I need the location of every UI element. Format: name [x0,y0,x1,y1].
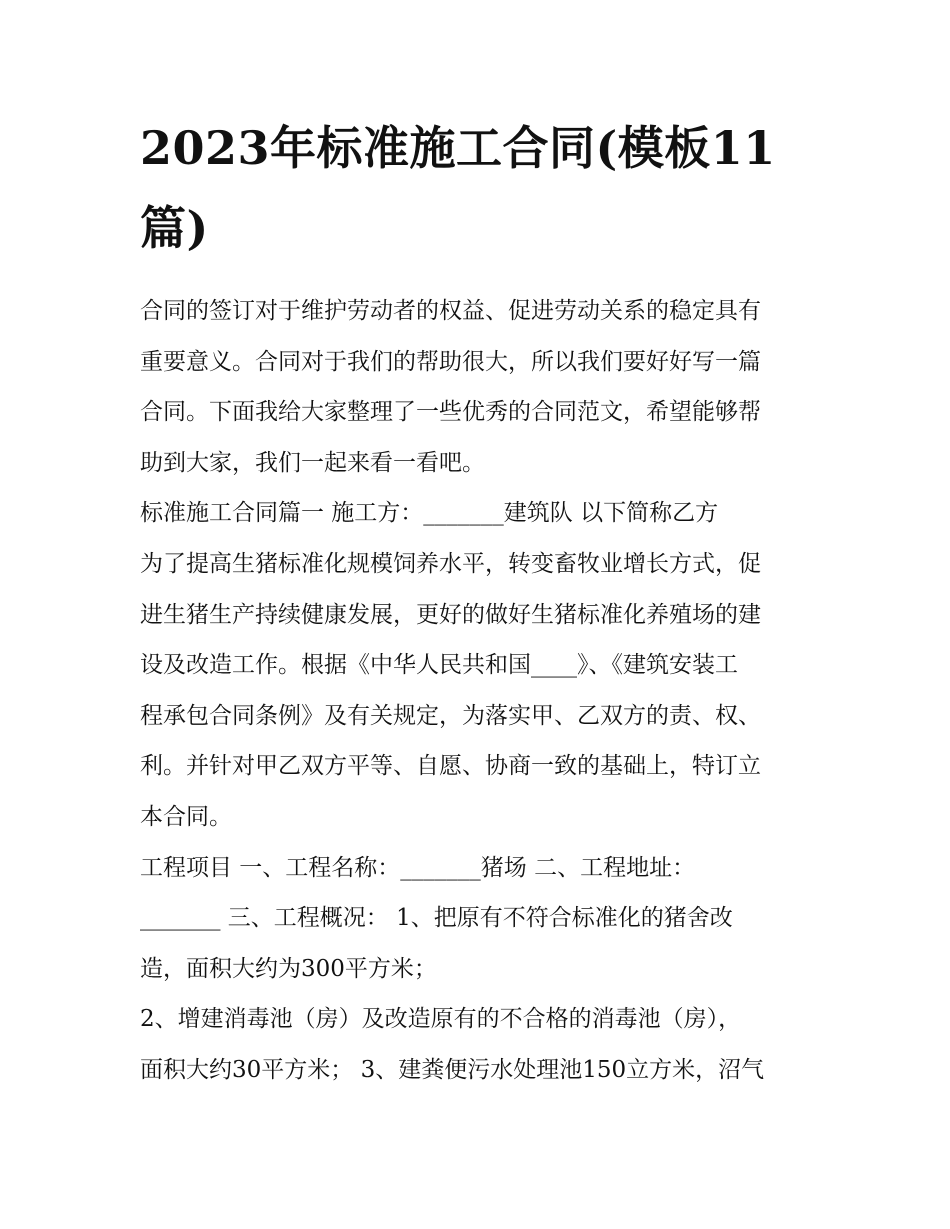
text-line: 工程项目 一、工程名称：_______猪场 二、工程地址： [140,854,696,881]
text-line: 设及改造工作。根据《中华人民共和国____》、《建筑安装工 [140,652,738,679]
text-line: 程承包合同条例》及有关规定，为落实甲、乙双方的责、权、 [140,702,761,729]
document-page [140,108,812,1096]
text-line: 重要意义。合同对于我们的帮助很大，所以我们要好好写一篇 [140,348,761,375]
text-line: _______ 三、工程概况： 1、把原有不符合标准化的猪舍改 [140,905,733,932]
document-title: 2023年标准施工合同(模板11篇) [140,121,776,255]
text-line: 2、增建消毒池（房）及改造原有的不合格的消毒池（房）， [140,1006,742,1033]
document-body [140,286,812,1096]
text-line: 进生猪生产持续健康发展，更好的做好生猪标准化养殖场的建 [140,601,761,628]
text-line: 合同的签订对于维护劳动者的权益、促进劳动关系的稳定具有 [140,298,761,324]
text-line: 合同。下面我给大家整理了一些优秀的合同范文，希望能够帮 [140,399,761,426]
text-line: 造，面积大约为300平方米； [140,955,437,982]
text-line: 利。并针对甲乙双方平等、自愿、协商一致的基础上，特订立 [140,753,761,780]
text-line: 助到大家，我们一起来看一看吧。 [140,449,485,476]
text-line: 为了提高生猪标准化规模饲养水平，转变畜牧业增长方式，促 [140,550,761,577]
text-line: 标准施工合同篇一 施工方：_______建筑队 以下简称乙方 [140,500,719,527]
text-line: 本合同。 [140,803,232,830]
text-line: 面积大约30平方米； 3、建粪便污水处理池150立方米，沼气 [140,1056,765,1083]
